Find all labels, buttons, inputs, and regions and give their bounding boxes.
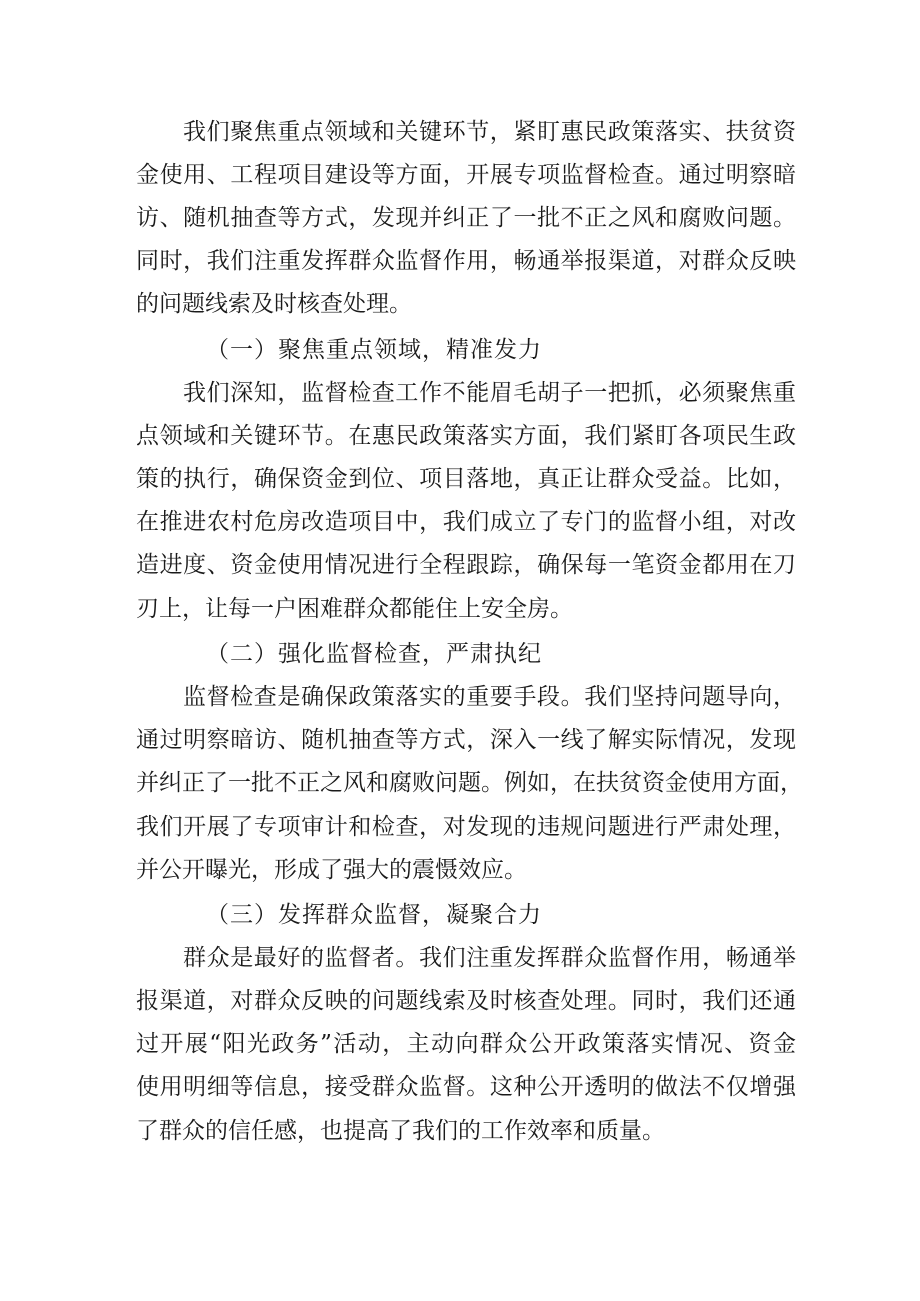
section-heading: （一）聚焦重点领域，精准发力 — [206, 337, 542, 363]
paragraph-line: 并公开曝光，形成了强大的震慑效应。 — [136, 857, 527, 883]
paragraph-line: 并纠正了一批不正之风和腐败问题。例如，在扶贫资金使用方面， — [136, 770, 803, 796]
paragraph-line: 群众是最好的监督者。我们注重发挥群众监督作用，畅通举 — [183, 945, 796, 971]
paragraph-line: 我们开展了专项审计和检查，对发现的违规问题进行严肃处理， — [136, 814, 796, 840]
paragraph-line: 刃上，让每一户困难群众都能住上安全房。 — [136, 596, 573, 622]
paragraph-line: 访、随机抽查等方式，发现并纠正了一批不正之风和腐败问题。 — [136, 205, 796, 231]
section-heading: （三）发挥群众监督，凝聚合力 — [206, 902, 542, 928]
section-heading: （二）强化监督检查，严肃执纪 — [206, 641, 542, 667]
paragraph-line: 造进度、资金使用情况进行全程跟踪，确保每一笔资金都用在刀 — [136, 552, 796, 578]
paragraph-line: 我们聚焦重点领域和关键环节，紧盯惠民政策落实、扶贫资 — [183, 119, 796, 145]
paragraph-line: 点领域和关键环节。在惠民政策落实方面，我们紧盯各项民生政 — [136, 423, 796, 449]
paragraph-line: 使用明细等信息，接受群众监督。这种公开透明的做法不仅增强 — [136, 1074, 796, 1100]
paragraph-line: 通过明察暗访、随机抽查等方式，深入一线了解实际情况，发现 — [136, 727, 796, 753]
paragraph-line: 我们深知，监督检查工作不能眉毛胡子一把抓，必须聚焦重 — [183, 380, 796, 406]
paragraph-line: 在推进农村危房改造项目中，我们成立了专门的监督小组，对改 — [136, 509, 796, 535]
paragraph-line: 过开展“阳光政务”活动，主动向群众公开政策落实情况、资金 — [136, 1031, 796, 1057]
paragraph-line: 了群众的信任感，也提高了我们的工作效率和质量。 — [136, 1118, 665, 1144]
paragraph-line: 同时，我们注重发挥群众监督作用，畅通举报渠道，对群众反映 — [136, 248, 796, 274]
paragraph-line: 监督检查是确保政策落实的重要手段。我们坚持问题导向， — [183, 684, 796, 710]
paragraph-line: 报渠道，对群众反映的问题线索及时核查处理。同时，我们还通 — [136, 988, 796, 1014]
paragraph-line: 的问题线索及时核查处理。 — [136, 291, 412, 317]
paragraph-line: 金使用、工程项目建设等方面，开展专项监督检查。通过明察暗 — [136, 162, 796, 188]
paragraph-line: 策的执行，确保资金到位、项目落地，真正让群众受益。比如， — [136, 466, 796, 492]
